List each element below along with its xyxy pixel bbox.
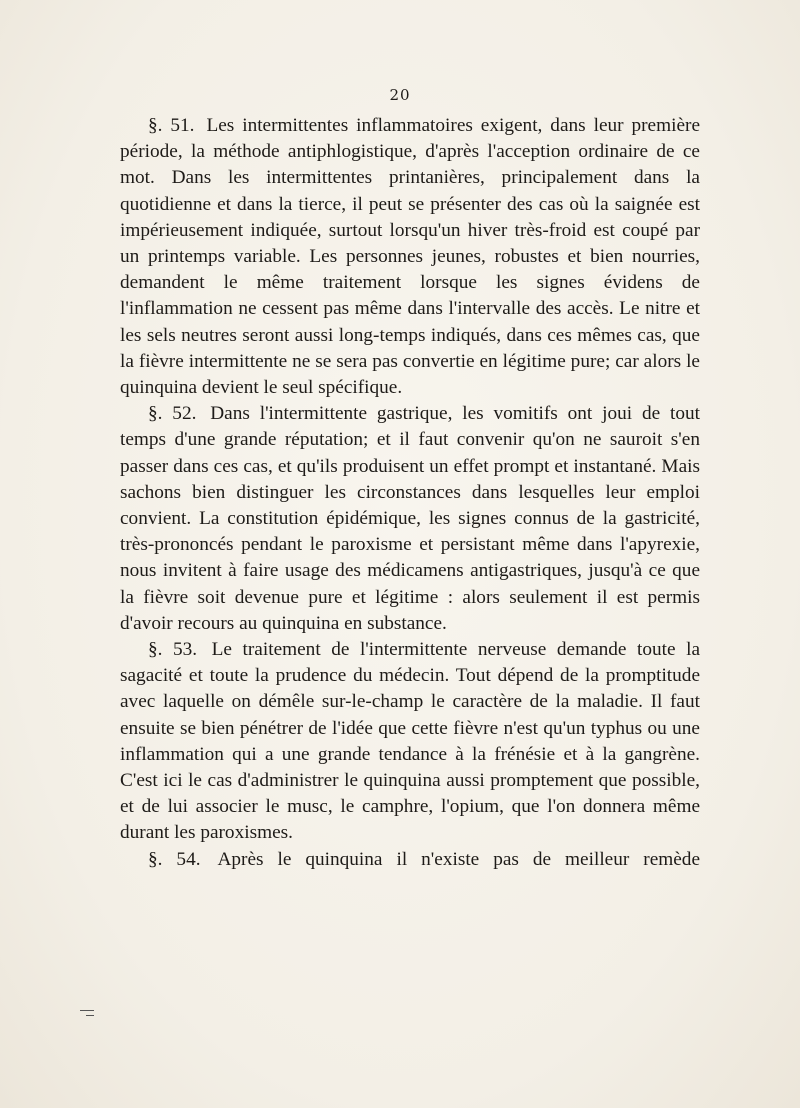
section-number: §. 52. [148,403,197,425]
paragraph-54 [120,847,700,873]
text-body [120,113,700,873]
paragraph-text: Le traitement de l'intermittente nerveuse demande toute la sagacité et toute la prudence du médecin. Tout dépend de la promptitude avec laquelle on démêle sur-le-champ le caractère de la maladie. Il faut ensuite se bien pénétrer de l'idée que cette fièvre n'est qu'un typhus ou une inflammation qui a une grande tendance à la frénésie et à la gangrène. C'est ici le cas d'administrer le quinquina aussi promptement que possible, et de lui associer le musc, le camphre, l'opium, que l'on donnera même durant les paroxismes. [120,639,701,844]
page-number: 20 [389,86,411,104]
paragraph-53 [120,637,700,847]
section-number: §. 51. [148,115,195,136]
section-number: §. 53. [148,639,198,661]
section-number: §. 54. [148,848,201,870]
margin-mark [86,1015,94,1016]
paragraph-52 [120,401,700,637]
paragraph-text: Dans l'intermittente gastrique, les vomitifs ont joui de tout temps d'une grande réputation; et il faut convenir qu'on ne sauroit s'en passer dans ces cas, et qu'ils produisent un effet prompt et instantané. Mais sachons bien distinguer les circonstances dans lesquelles leur emploi convient. La constitution épidémique, les signes connus de la gastricité, très-prononcés pendant le paroxisme et persistant même dans l'apyrexie, nous invitent à faire usage des médicamens antigastriques, jusqu'à ce que la fièvre soit devenue pure et légitime : alors seulement il est permis d'avoir recours au quinquina en substance. [120,403,700,634]
margin-mark [80,1010,94,1011]
paragraph-51 [120,113,700,401]
paragraph-text: Après le quinquina il n'existe pas de meilleur remède [217,848,701,870]
paragraph-text: Les intermittentes inflammatoires exigent, dans leur première période, la méthode antiphlogistique, d'après l'acception ordinaire de ce mot. Dans les intermittentes printanières, principalement dans la quotidienne et dans la tierce, il peut se présenter des cas où la saignée est impérieusement indiquée, surtout lorsqu'un hiver très-froid est coupé par un printemps variable. Les personnes jeunes, robustes et bien nourries, demandent le même traitement lorsque les signes évidens de l'inflammation ne cessent pas même dans l'intervalle des accès. Le nitre et les sels neutres seront aussi long-temps indiqués, dans ces mêmes cas, que la fièvre intermittente ne se sera pas convertie en légitime pure; car alors le quinquina devient le seul spécifique. [120,115,700,399]
